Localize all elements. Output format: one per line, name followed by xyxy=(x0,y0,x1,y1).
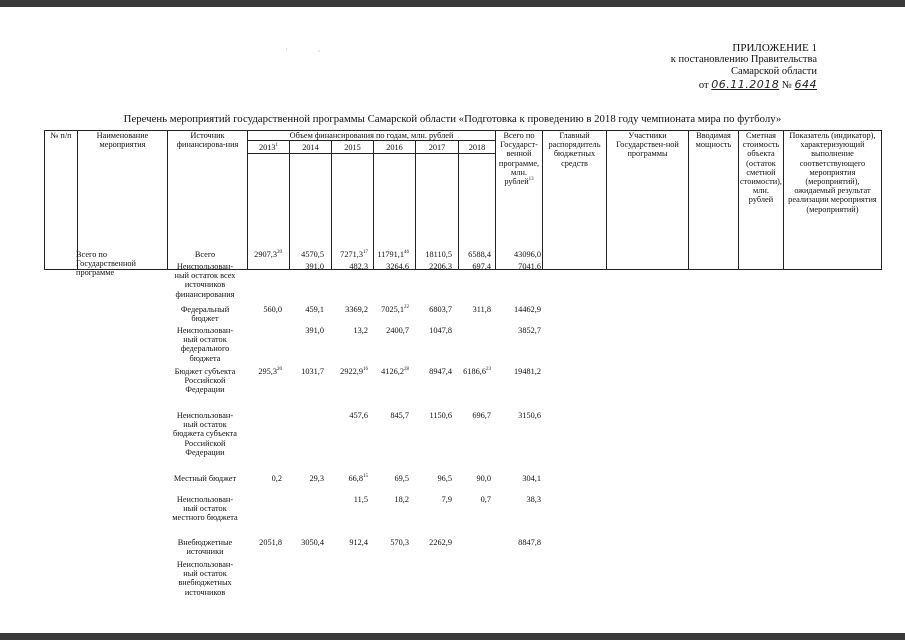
header-name: Наименование мероприятия xyxy=(78,131,168,270)
scan-noise: ˙ · xyxy=(285,47,335,56)
value-cell: 96,5 xyxy=(437,474,452,483)
value-cell: 3369,2 xyxy=(345,305,368,314)
value-cell: 3050,4 xyxy=(301,538,324,547)
value-cell: 311,8 xyxy=(472,305,491,314)
value-cell: 11791,1$^{46}$ xyxy=(377,250,409,259)
header-indicator: Показатель (индикатор), характеризующий выполнение соответствующего мероприятия (мероприятий), ожидаемый результат реализации мероприятия (мероприятий) xyxy=(783,131,881,270)
value-cell: 3264,6 xyxy=(386,262,409,271)
bottom-border xyxy=(0,633,905,640)
header-capacity: Вводимая мощность xyxy=(689,131,739,270)
value-cell: 6803,7 xyxy=(429,305,452,314)
value-cell: 7271,3$^{17}$ xyxy=(340,250,368,259)
value-cell: 18,2 xyxy=(394,495,409,504)
value-cell: 2051,8 xyxy=(259,538,282,547)
decree-number: 644 xyxy=(794,78,817,91)
header-year-2017: 2017 xyxy=(416,141,459,154)
value-cell: 38,3 xyxy=(526,495,541,504)
value-cell: 18110,5 xyxy=(425,250,452,259)
appendix-title: ПРИЛОЖЕНИЕ 1 xyxy=(732,42,817,54)
value-cell: 4126,2$^{28}$ xyxy=(381,367,409,376)
appendix-header xyxy=(557,42,817,92)
value-cell: 0,2 xyxy=(271,474,282,483)
value-cell: 457,6 xyxy=(349,411,368,420)
value-cell: 43096,0 xyxy=(514,250,541,259)
value-cell: 8947,4 xyxy=(429,367,452,376)
value-cell: 7041,6 xyxy=(518,262,541,271)
value-cell: 6186,6$^{23}$ xyxy=(463,367,491,376)
source-label: Неиспользован-ный остаток бюджета субъекта Российской Федерации xyxy=(173,411,237,457)
value-cell: 4570,5 xyxy=(301,250,324,259)
value-cell: 912,4 xyxy=(349,538,368,547)
value-cell: 7025,1$^{22}$ xyxy=(381,305,409,314)
source-label: Неиспользован-ный остаток федерального бюджета xyxy=(176,326,234,363)
value-cell: 295,3$^{20}$ xyxy=(258,367,282,376)
source-label: Федеральный бюджет xyxy=(180,305,230,324)
value-cell: 2206,3 xyxy=(429,262,452,271)
value-cell: 0,7 xyxy=(480,495,491,504)
value-cell: 2400,7 xyxy=(386,326,409,335)
value-cell: 482,3 xyxy=(349,262,368,271)
appendix-line-2: Самарской области xyxy=(731,66,817,77)
header-year-2013: 2013$^1$ xyxy=(248,141,290,154)
source-label: Всего xyxy=(194,250,216,259)
value-cell: 1150,6 xyxy=(429,411,452,420)
appendix-line-1: к постановлению Правительства xyxy=(670,54,817,65)
value-cell: 2262,9 xyxy=(429,538,452,547)
value-cell: 2907,3$^{20}$ xyxy=(254,250,282,259)
header-year-2016: 2016 xyxy=(374,141,416,154)
value-cell: 697,4 xyxy=(472,262,491,271)
value-cell: 3150,6 xyxy=(518,411,541,420)
value-cell: 459,1 xyxy=(305,305,324,314)
appendix-signature-line xyxy=(557,79,817,92)
page-title: Перечень мероприятий государственной программы Самарской области «Подготовка к проведению в 2018 году чемпионата мира по футболу» xyxy=(123,113,782,125)
value-cell: 570,3 xyxy=(390,538,409,547)
value-cell: 6588,4 xyxy=(468,250,491,259)
value-cell: 304,1 xyxy=(522,474,541,483)
source-label: Неиспользован-ный остаток всех источников финансирования xyxy=(174,262,236,299)
header-number: № п/п xyxy=(45,131,78,270)
value-cell: 66,8$^{15}$ xyxy=(348,474,368,483)
value-cell: 19481,2 xyxy=(514,367,541,376)
header-year-2014: 2014 xyxy=(290,141,332,154)
value-cell: 90,0 xyxy=(476,474,491,483)
value-cell: 391,0 xyxy=(305,262,324,271)
source-label: Внебюджетные источники xyxy=(177,538,233,557)
header-year-2018: 2018 xyxy=(459,141,496,154)
value-cell: 845,7 xyxy=(390,411,409,420)
header-funding: Объем финансирования по годам, млн. рублей xyxy=(248,131,496,141)
value-cell: 3852,7 xyxy=(518,326,541,335)
source-label: Местный бюджет xyxy=(173,474,237,483)
source-label: Неиспользован-ный остаток местного бюджета xyxy=(172,495,238,523)
value-cell: 29,3 xyxy=(309,474,324,483)
header-total: Всего по Государст-венной программе, млн. рублей$^{13}$ xyxy=(496,131,543,270)
value-cell: 1031,7 xyxy=(301,367,324,376)
value-cell: 13,2 xyxy=(353,326,368,335)
header-participants: Участники Государствен-ной программы xyxy=(607,131,689,270)
header-source: Источник финансирова-ния xyxy=(168,131,248,270)
value-cell: 1047,8 xyxy=(429,326,452,335)
decree-date: 06.11.2018 xyxy=(711,78,780,91)
value-cell: 391,0 xyxy=(305,326,324,335)
source-label: Бюджет субъекта Российской Федерации xyxy=(174,367,236,395)
value-cell: 7,9 xyxy=(441,495,452,504)
value-cell: 696,7 xyxy=(472,411,491,420)
header-estimate: Сметная стоимость объекта (остаток сметной стоимости), млн. рублей xyxy=(739,131,784,270)
from-label: от xyxy=(698,80,709,91)
row-group-name: Всего по Государственной программе xyxy=(76,250,137,278)
source-label: Неиспользован-ный остаток внебюджетных источников xyxy=(176,560,234,597)
header-manager: Главный распорядитель бюджетных средств xyxy=(543,131,607,270)
top-border xyxy=(0,0,905,7)
value-cell: 11,5 xyxy=(353,495,368,504)
value-cell: 2922,9$^{16}$ xyxy=(340,367,368,376)
value-cell: 69,5 xyxy=(394,474,409,483)
value-cell: 560,0 xyxy=(263,305,282,314)
value-cell: 8847,8 xyxy=(518,538,541,547)
header-year-2015: 2015 xyxy=(332,141,374,154)
number-label: № xyxy=(781,80,792,91)
value-cell: 14462,9 xyxy=(514,305,541,314)
